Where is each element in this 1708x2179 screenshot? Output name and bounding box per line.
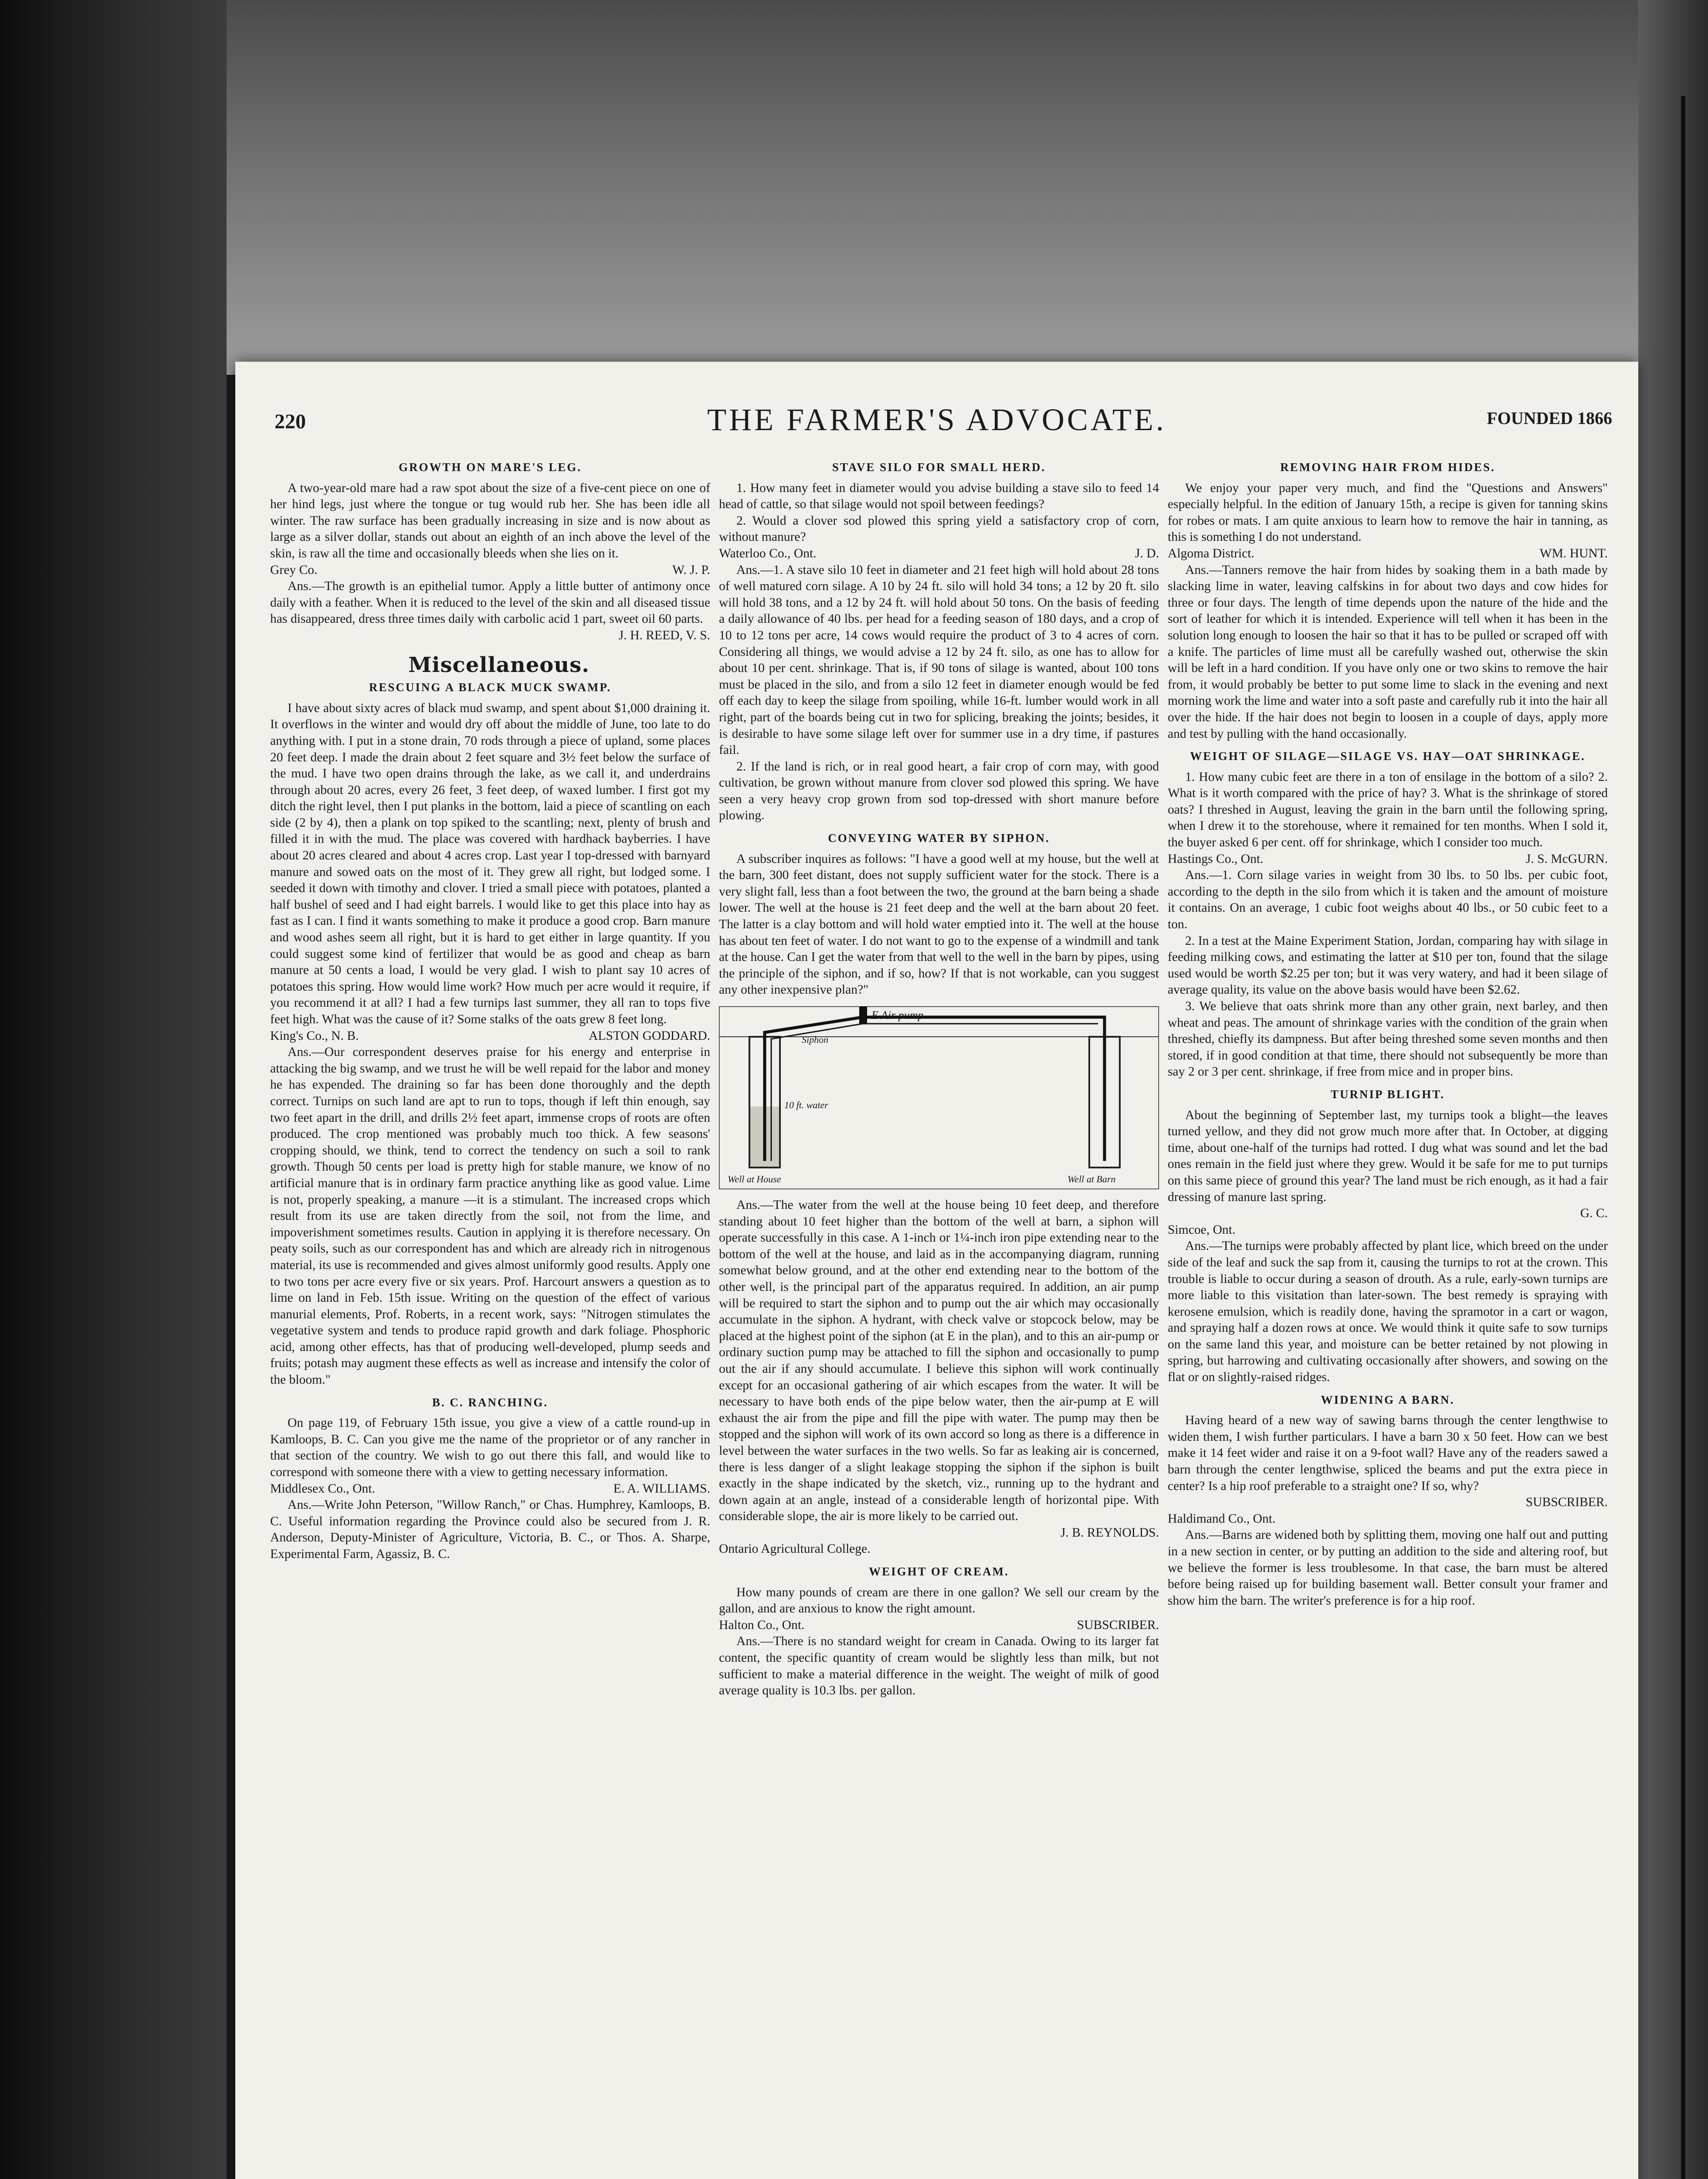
article-heading-mare: GROWTH ON MARE'S LEG. (398, 461, 582, 474)
scan-background-top (0, 0, 1708, 375)
question-text: 1. How many cubic feet are there in a ton of ensilage in the bottom of a silo? 2. What is it worth compared with the price of hay? 3. What is the shrinkage of stored oats? I threshed in August, leaving the grain in the barn until the following spring, when I drew it to the storehouse, where it remained for ten months. When I sold it, the buyer asked 6 per cent. off for shrinkage, which I consider too much. (1168, 770, 1608, 850)
question-signature: G. C. (1580, 1206, 1608, 1221)
founded-note: FOUNDED 1866 (1487, 408, 1612, 428)
answer-text: Ans.—Write John Peterson, "Willow Ranch," or Chas. Humphrey, Kamloops, B. C. Useful information regarding the Province could also be secured from J. R. Anderson, Deputy-Minister of Agriculture, Victoria, B. C., or Thos. A. Sharpe, Experimental Farm, Agassiz, B. C. (270, 1498, 710, 1561)
article-heading-silo: STAVE SILO FOR SMALL HERD. (832, 461, 1046, 474)
column-left (270, 453, 710, 2179)
diagram-label-water: 10 ft. water (784, 1100, 828, 1110)
question-place: Haldimand Co., Ont. (1168, 1511, 1276, 1526)
answer-affiliation: Ontario Agricultural College. (719, 1542, 871, 1556)
diagram-label-siphon: Siphon (802, 1034, 829, 1045)
question-text: We enjoy your paper very much, and find the "Questions and Answers" especially helpful. In the edition of January 15th, a recipe is given for tanning skins for robes or mats. I am quite anxious to learn how to remove the hair in tanning, as this is something I do not understand. (1168, 481, 1608, 544)
question-text: Having heard of a new way of sawing barns through the center lengthwise to widen them, I wish further particulars. I have a barn 30 x 50 feet. How can we best make it 14 feet wider and raise it on a 9-foot wall? Have any of the readers sawed a barn through the center lengthwise, spliced the beams and put the extra piece in center? Is a hip roof preferable to a straight one? If so, why? (1168, 1413, 1608, 1493)
question-text: 1. How many feet in diameter would you advise building a stave silo to feed 14 head of cattle, so that silage would not spoil between feedings? (719, 481, 1159, 512)
question-place: Simcoe, Ont. (1168, 1222, 1236, 1237)
answer-text: Ans.—Barns are widened both by splitting them, moving one half out and putting in a new section in center, or by putting an addition to the side and altering roof, but we believe the former is less troublesome. In that case, the barn must be altered before being raised up for building basement wall. Better consult your framer and show him the barn. The writer's preference is for a hip roof. (1168, 1528, 1608, 1608)
newspaper-page (235, 362, 1638, 2179)
scan-background-right (1638, 0, 1708, 2179)
signature-line: Grey Co. W. J. P. (270, 563, 710, 577)
answer-text: Ans.—The turnips were probably affected by plant lice, which breed on the under side of the leaf and suck the sap from it, causing the turnips to rot at the crown. This trouble is liable to occur during a season of drouth. As a rule, early-sown turnips are more liable to this visitation than later-sown. The best remedy is spraying with kerosene emulsion, which is readily done, having the spramotor in a cart or wagon, and spraying half a dozen rows at once. We would think it quite safe to sow turnips on the same land this year, and moisture can be better retained by not plowing in spring, but harrowing and cultivating occasionally after showers, and sowing on the flat or on slightly-raised ridges. (1168, 1239, 1608, 1385)
diagram-label-pump: E Air pump (871, 1009, 924, 1022)
answer-text: Ans.—1. Corn silage varies in weight from 30 lbs. to 50 lbs. per cubic foot, according to the depth in the silo from which it is taken and the amount of moisture it contains. On an average, 1 cubic foot weighs about 40 lbs., or 50 cubic feet to a ton. (1168, 868, 1608, 932)
article-heading-siphon: CONVEYING WATER BY SIPHON. (828, 832, 1050, 845)
signature-line: King's Co., N. B. ALSTON GODDARD. (270, 1028, 710, 1043)
article-heading-barn: WIDENING A BARN. (1321, 1393, 1455, 1406)
question-text: About the beginning of September last, my turnips took a blight—the leaves turned yellow, and they did not grow much more after that. In October, at digging time, about one-half of the turnips had rotted. I dug what was sound and let the bad ones remain in the field just where they grew. Would it be safe for me to put turnips on this same piece of ground this year? The land must be rich enough, as it had a fair dressing of manure last spring. (1168, 1108, 1608, 1204)
signature-line: Hastings Co., Ont. J. S. McGURN. (1168, 852, 1608, 866)
article-heading-turnip: TURNIP BLIGHT. (1330, 1087, 1445, 1101)
article-heading-cream: WEIGHT OF CREAM. (869, 1565, 1009, 1578)
scan-edge-rule (1681, 96, 1685, 2179)
question-text: A two-year-old mare had a raw spot about the size of a five-cent piece on one of her hind legs, just where the tongue or tug would rub her. She has been idle all winter. The raw surface has been gradually increasing in size and is now about as large as a silver dollar, stands out about an eighth of an inch above the level of the skin, is raw all the time and occasionally bleeds when she lies on it. (270, 481, 710, 560)
answer-signature: J. H. REED, V. S. (618, 628, 710, 642)
section-heading-miscellaneous: Miscellaneous. (408, 652, 590, 677)
signature-line: Algoma District. WM. HUNT. (1168, 546, 1608, 560)
answer-text: Ans.—Tanners remove the hair from hides by soaking them in a bath made by slacking lime in water, leaving calfskins in for about two days and cow hides for three or four days. The length of time depends upon the nature of the hide and the sort of leather for which it is intended. Experience will tell when it has been in the solution long enough to loosen the hair so that it has to be pulled or scraped off with a knife. The particles of lime must all be carefully washed out, otherwise the skin will be left in a hard condition. If you have only one or two skins to remove the hair from, it would probably be better to put some lime to slack in the evening and next morning work the lime and water into a soft paste and carefully rub it into the hair all over the hide. If the hair does not begin to loosen in a couple of days, apply more and test by pulling with the hand occasionally. (1168, 563, 1608, 741)
column-right (1168, 453, 1608, 2179)
question-text: How many pounds of cream are there in one gallon? We sell our cream by the gallon, and are anxious to know the right amount. (719, 1585, 1159, 1616)
signature-line: Halton Co., Ont. SUBSCRIBER. (719, 1618, 1159, 1632)
column-middle (719, 453, 1159, 2179)
article-heading-silage: WEIGHT OF SILAGE—SILAGE VS. HAY—OAT SHRINKAGE. (1190, 750, 1586, 763)
article-heading-ranching: B. C. RANCHING. (432, 1395, 549, 1409)
question-text: 2. Would a clover sod plowed this spring yield a satisfactory crop of corn, without manure? (719, 513, 1159, 544)
scan-background-left (0, 0, 227, 2179)
signature-line: Middlesex Co., Ont. E. A. WILLIAMS. (270, 1481, 710, 1496)
diagram-label-barn-well: Well at Barn (1068, 1174, 1116, 1185)
answer-signature: J. B. REYNOLDS. (1060, 1525, 1159, 1540)
masthead-title: THE FARMER'S ADVOCATE. (707, 402, 1166, 437)
question-signature: SUBSCRIBER. (1525, 1495, 1608, 1510)
answer-text: Ans.—The growth is an epithelial tumor. Apply a little butter of antimony once daily with a feather. When it is reduced to the level of the skin and all diseased tissue has disappeared, dress three times daily with carbolic acid 1 part, sweet oil 60 parts. (270, 579, 710, 626)
page-number: 220 (274, 410, 306, 433)
article-heading-hair: REMOVING HAIR FROM HIDES. (1280, 461, 1495, 474)
question-text: A subscriber inquires as follows: "I have a good well at my house, but the well at the barn, 300 feet distant, does not supply sufficient water for the stock. There is a very slight fall, less than a foot between the two, the ground at the barn being a shade lower. The well at the house is 21 feet deep and the well at the barn about 20 feet. The latter is a clay bottom and will hold water emptied into it. The well at the house has about ten feet of water. I do not want to go to the expense of a windmill and tank at the house. Can I get the water from that well to the well in the barn by pipes, using the principle of the siphon, and if so, how? If that is not workable, can you suggest any other inexpensive plan?" (719, 852, 1159, 997)
answer-text: Ans.—There is no standard weight for cream in Canada. Owing to its larger fat content, the specific quantity of cream would be slightly less than milk, but not sufficient to make a material difference in the weight. The weight of milk of good average quality is 10.3 lbs. per gallon. (719, 1634, 1159, 1698)
article-heading-swamp: RESCUING A BLACK MUCK SWAMP. (369, 681, 612, 694)
question-text: On page 119, of February 15th issue, you give a view of a cattle round-up in Kamloops, B. C. Can you give me the name of the proprietor or of any rancher in that section of the country. We wish to go out there this fall, and would like to correspond with someone there with a view to getting necessary information. (270, 1416, 710, 1480)
diagram-label-house-well: Well at House (728, 1174, 781, 1185)
answer-text: Ans.—1. A stave silo 10 feet in diameter and 21 feet high will hold about 28 tons of well matured corn silage. A 10 by 24 ft. silo will hold 34 tons; a 12 by 20 ft. silo will hold 38 tons, and a 12 by 24 ft. will hold about 50 tons. On the basis of feeding a daily allowance of 40 lbs. per head for a feeding season of 180 days, and a crop of 10 to 12 tons per acre, 14 cows would require the product of 3 to 4 acres of corn. Considering all things, we would advise a 12 by 24 ft. silo, as one has to allow for about 10 per cent. shrinkage. That is, if 90 tons of silage is wanted, about 100 tons must be placed in the silo, and from a silo 12 feet in diameter enough would be fed off each day to keep the silage from spoiling, while 16-ft. lumber would work in all right, part of the boards being cut in two for splicing, breaking the joints; besides, it is desirable to have some silage left over for summer use in a dry time, if pastures fail. (719, 563, 1159, 757)
answer-text: 2. In a test at the Maine Experiment Station, Jordan, comparing hay with silage in feeding milking cows, and estimating the latter at $10 per ton, found that the silage used would be worth $2.25 per ton; but it was very watery, and had it been silage of average quality, its value on the above basis would have been $2.62. (1168, 933, 1608, 997)
signature-line: Waterloo Co., Ont. J. D. (719, 546, 1159, 560)
answer-text: Ans.—Our correspondent deserves praise for his energy and enterprise in attacking the big swamp, and we trust he will be well repaid for the labor and money he has expended. The draining so far has been done thoroughly and the depth correct. Turnips on such land are apt to run to tops, though if left thin enough, say two feet apart in the drill, and drills 2½ feet apart, immense crops of roots are often produced. The crop mentioned was probably much too thick. A few seasons' cropping should, we think, tend to correct the tendency on such a soil to rank growth. Though 50 cents per load is pretty high for stable manure, we know of no artificial manure that is in ordinary farm practice anything like as good value. Lime is not, properly speaking, a manure —it is a stimulant. The increased crops which result from its use are taken directly from the soil, not from the lime, and impoverishment sometimes results. Caution in applying it is therefore necessary. On peaty soils, such as our correspondent has and which are already rich in nitrogenous material, its use is recommended and gives almost uniformly good results. Apply one to two tons per acre every five or six years. Prof. Harcourt answers a question as to lime on land in Feb. 15th issue. Writing on the question of the effect of various manurial elements, Prof. Roberts, in a recent work, says: "Nitrogen stimulates the vegetative system and tends to produce rapid growth and dark foliage. Phosphoric acid, among other effects, has that of producing well-developed, plump seeds and fruits; potash may augment these effects as well as increase and intensify the color of the bloom." (270, 1045, 710, 1387)
question-text: I have about sixty acres of black mud swamp, and spent about $1,000 draining it. It overflows in the winter and would dry off about the middle of June, too late to do anything with. I put in a stone drain, 70 rods through a piece of upland, some places 20 feet deep. I made the drain about 2 feet square and 3½ feet below the surface of the mud. I have two open drains through the lake, as we call it, and underdrains through about 20 acres, every 26 feet, 3 feet deep, of waxed lumber. I first got my ditch the right level, then I put planks in the bottom, laid a piece of scantling on each side (2 by 4), then a plank on top spiked to the scantling; next, plenty of brush and filled it in with the mud. The place was covered with hardhack bayberries. I have about 20 acres cleared and about 4 acres crop. Last year I top-dressed with barnyard manure and sowed oats on the most of it. They grew all right, but lodged some. I seeded it down with timothy and clover. I tried a small piece with potatoes, planted a half bushel of seed and I had eight barrels. I would like to get this place into hay as fast as I can. I find it wants something to make it produce a good crop. Barn manure and wood ashes seem all right, but it is hard to get either in large quantity. If you could suggest some kind of fertilizer that would be as good and cheap as barn manure at 50 cents a load, I would be very glad. I wish to plant say 10 acres of potatoes this spring. How would lime work? How much per acre would it require, if you recommend it at all? I had a few turnips last summer, they all ran to tops five feet high. What was the cause of it? Some stalks of the oats grew 8 feet long. (270, 701, 710, 1026)
answer-text: 3. We believe that oats shrink more than any other grain, next barley, and then wheat and peas. The amount of shrinkage varies with the condition of the grain when threshed, chiefly its dampness. But after being threshed some seven months and then stored, if in good condition at that time, there should not subsequently be more than say 2 or 3 per cent. shrinkage, if free from mice and in proper bins. (1168, 999, 1608, 1079)
answer-text: Ans.—The water from the well at the house being 10 feet deep, and therefore standing about 10 feet higher than the bottom of the well at barn, a siphon will operate successfully in this case. A 1-inch or 1¼-inch iron pipe extending near to the bottom of the well at the house, and laid as in the accompanying diagram, running somewhat below ground, and at the other end extending near to the bottom of the other well, is the principal part of the apparatus required. In addition, an air pump will be required to start the siphon and to pump out the air which may occasionally accumulate in the siphon. A hydrant, with check valve or stopcock below, may be placed at the highest point of the siphon (at E in the plan), and to this an air-pump or ordinary suction pump may be attached to fill the siphon and occasionally to pump out the air if any should accumulate. I believe this siphon will work continually except for an occasional gathering of air which escapes from the water. It will be necessary to have both ends of the pipe below water, then the air-pump at E will exhaust the air from the pipe and fill the pipe with water. The pump may then be stopped and the siphon will work of its own accord so long as there is a difference in level between the water surfaces in the two wells. So far as leaking air is concerned, there is less danger of a slight leakage stopping the siphon if the siphon is built exactly in the shape indicated by the sketch, viz., running up to the hydrant and down again at an angle, instead of a considerable length of horizontal pipe. With considerable slope, the air is more likely to be carried out. (719, 1198, 1159, 1524)
answer-text: 2. If the land is rich, or in real good heart, a fair crop of corn may, with good cultivation, be grown without manure from clover sod plowed this spring. We have seen a very heavy crop grown from sod top-dressed with short manure before plowing. (719, 759, 1159, 823)
